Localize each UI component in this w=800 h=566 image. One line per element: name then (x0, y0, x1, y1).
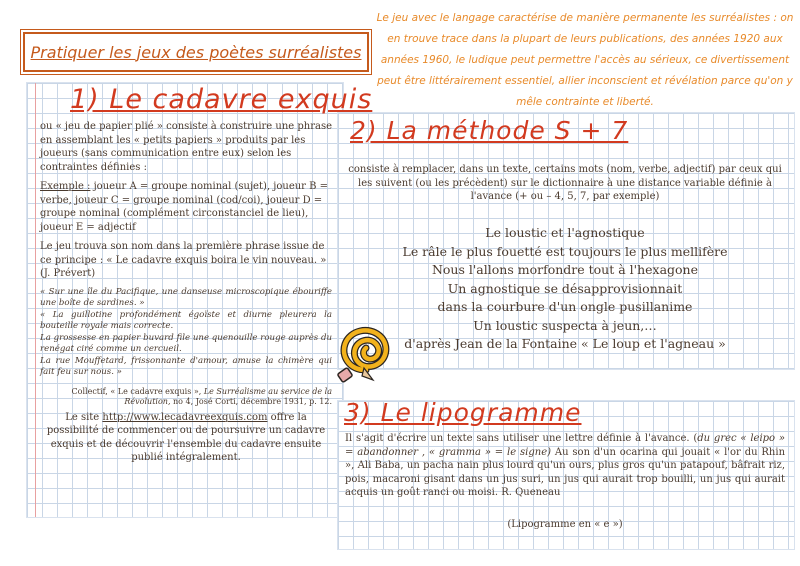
page-title-box (23, 32, 369, 72)
section1-intro: ou « jeu de papier plié » consiste à construire une phrase en assemblant les « petits papiers » produits par les joueurs (sans communication entre eux) selon les contraintes définies : (40, 121, 333, 173)
section2-desc: consiste à remplacer, dans un texte, certains mots (nom, verbe, adjectif) par ceux qui les suivent (ou les précèdent) sur le dictionnaire à une distance variable définie à l'avance (+ ou – 4, 5, 7, par exemple) (348, 164, 782, 202)
quote: La rue Mouffetard, frissonnante d'amour, amuse la chimère qui fait feu sur nous. » (40, 355, 332, 377)
section1-body (40, 120, 332, 465)
intro-text: Le jeu avec le langage caractérise de manière permanente les surréalistes : on en trouve trace dans la plupart de leurs publications, des années 1920 aux années 1960, le ludique peut permettre l'accès au sérieux, ce divertissement peut être littérairement essentiel, allier inconscient et révélation parce qu'on y mêle contrainte et liberté. (376, 12, 794, 108)
example-label: Exemple : (40, 181, 91, 192)
poem-line: dans la courbure d'un ongle pusillanime (437, 299, 693, 314)
quote: La grossesse en papier buvard file une quenouille rouge auprès du renégat ciré comme un cercueil. (40, 332, 332, 354)
poem-line: Un agnostique se désapprovisionnait (447, 280, 683, 296)
spiral-pencil-icon (335, 322, 397, 388)
quote: « Sur une île du Pacifique, une danseuse microscopique ébouriffe une boîte de sardines. » (40, 286, 332, 308)
citation: Collectif, « Le cadavre exquis », Le Surréalisme au service de la Révolution, no 4, José Corti, décembre 1931, p. 12. (71, 386, 332, 406)
quote: « La guillotine profondément égoïste et diurne pleurera la bouteille royale mais correcte. (40, 309, 332, 331)
poem (350, 224, 780, 354)
section3-heading: 3) Le lipogramme (344, 398, 582, 427)
poem-line: Nous l'allons morfondre tout à l'hexagone (431, 262, 699, 277)
poem-line: Le râle le plus fouetté est toujours le plus mellifère (402, 243, 728, 259)
page-title: Pratiquer les jeux des poètes surréalistes (30, 42, 362, 62)
quotes (40, 287, 332, 379)
section1-example (40, 180, 332, 234)
site-link[interactable]: http://www.lecadavreexquis.com (102, 411, 268, 423)
poem-attribution: d'après Jean de la Fontaine « Le loup et l'agneau » (404, 336, 726, 351)
section2-heading: 2) La méthode S + 7 (350, 116, 629, 145)
example-text: joueur A = groupe nominal (sujet), joueur B = verbe, joueur C = groupe nominal (cod/coi), joueur D = groupe nominal (complément circonstanciel de lieu), joueur E = adjectif (40, 181, 329, 233)
section3-desc: Il s'agit d'écrire un texte sans utiliser une lettre définie à l'avance. (du grec « leipo » = abandonner , « gramma » = le signe) Au son d'un ocarina qui jouait « l'or du Rhin », Ali Baba, un pacha nain plus lourd qu'un ours, plus gros qu'un patapouf, bâfrait riz, pois, macaroni gisant dans un jus suri, un jus qui aurait trop bouilli, un jus qui aurait acquis un goût ranci ou moisi. R. Queneau (345, 433, 786, 498)
section1-heading: 1) Le cadavre exquis (70, 84, 373, 115)
poem-line: Un loustic suspecta à jeun,… (473, 317, 657, 333)
section1-origin: Le jeu trouva son nom dans la première phrase issue de ce principe : « Le cadavre exquis boira le vin nouveau. » (J. Prévert) (40, 241, 327, 279)
section3-note: (Lipogramme en « e ») (507, 519, 623, 530)
site-note: Le site http://www.lecadavreexquis.com offre la possibilité de commencer ou de poursuivre un cadavre exquis et de découvrir l'ensemble du cadavre ensuite publié intégralement. (46, 411, 326, 463)
poem-line: Le loustic et l'agnostique (485, 225, 645, 240)
